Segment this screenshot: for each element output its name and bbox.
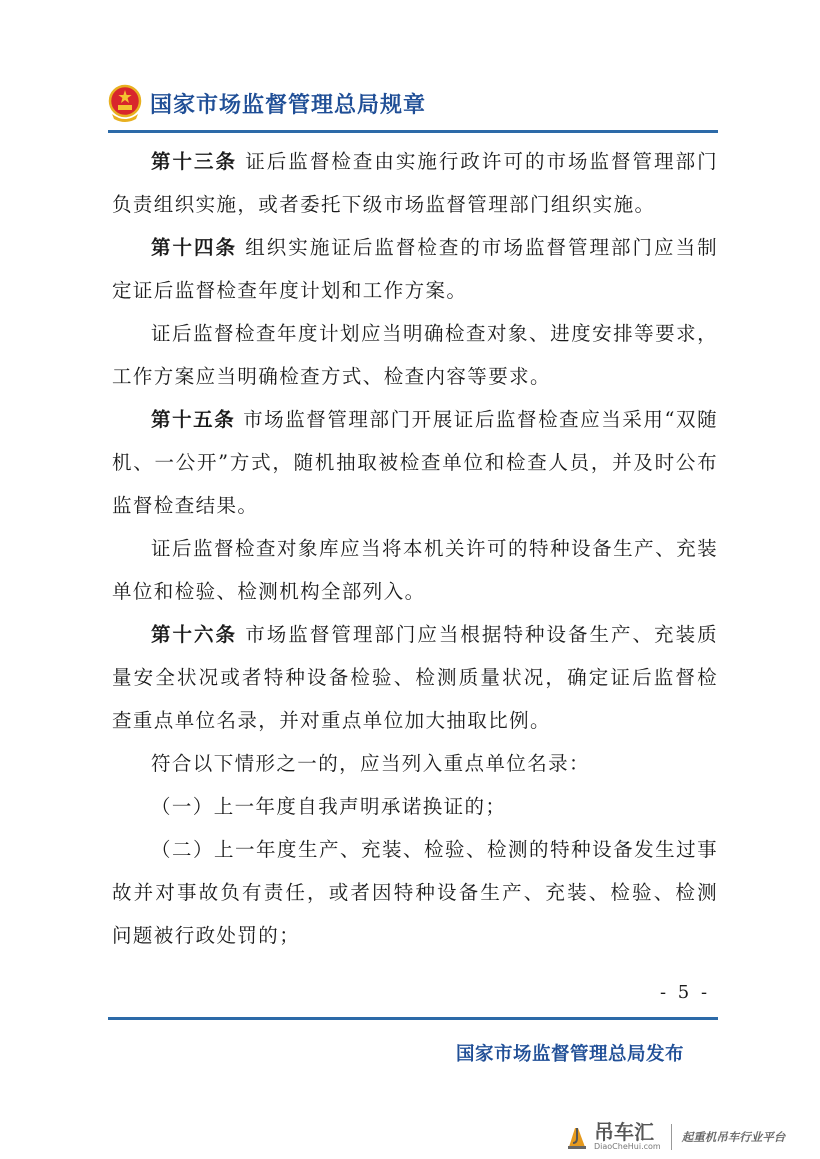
paragraph-text: 证后监督检查年度计划应当明确检查对象、进度安排等要求，工作方案应当明确检查方式、检查内容等要求。 <box>112 322 718 388</box>
paragraph <box>112 527 718 613</box>
list-item <box>112 785 718 828</box>
paragraph <box>112 312 718 398</box>
watermark-url: DiaoCheHui.com <box>594 1142 661 1151</box>
paragraph-text: 市场监督管理部门开展证后监督检查应当采用“双随机、一公开”方式，随机抽取被检查单位和检查人员，并及时公布监督检查结果。 <box>112 408 719 517</box>
watermark-separator <box>671 1124 672 1150</box>
article-number: 第十四条 <box>151 236 238 259</box>
list-item <box>112 828 718 957</box>
paragraph-text: 组织实施证后监督检查的市场监督管理部门应当制定证后监督检查年度计划和工作方案。 <box>112 236 718 302</box>
paragraph <box>112 226 718 312</box>
article-number: 第十三条 <box>151 150 238 173</box>
paragraph <box>112 140 718 226</box>
paragraph-text: 证后监督检查由实施行政许可的市场监督管理部门负责组织实施，或者委托下级市场监督管理部门组织实施。 <box>112 150 718 216</box>
paragraph-text: （一）上一年度自我声明承诺换证的； <box>151 795 507 818</box>
header-divider <box>108 130 718 133</box>
footer-publisher: 国家市场监督管理总局发布 <box>456 1044 685 1065</box>
national-emblem-icon <box>108 84 142 122</box>
watermark-name: 吊车汇 <box>594 1120 654 1144</box>
document-body <box>112 140 718 957</box>
paragraph <box>112 613 718 742</box>
article-number: 第十五条 <box>151 408 236 431</box>
page-number: - 5 - <box>660 982 711 1003</box>
article-number: 第十六条 <box>151 623 238 646</box>
footer-divider <box>108 1017 718 1020</box>
paragraph-text: （二）上一年度生产、充装、检验、检测的特种设备发生过事故并对事故负有责任，或者因特种设备生产、充装、检验、检测问题被行政处罚的； <box>112 838 718 947</box>
paragraph-text: 市场监督管理部门应当根据特种设备生产、充装质量安全状况或者特种设备检验、检测质量状况，确定证后监督检查重点单位名录，并对重点单位加大抽取比例。 <box>112 623 718 732</box>
paragraph-text: 证后监督检查对象库应当将本机关许可的特种设备生产、充装单位和检验、检测机构全部列入。 <box>112 537 718 603</box>
paragraph-text: 符合以下情形之一的，应当列入重点单位名录： <box>151 752 590 775</box>
watermark-brand <box>594 1122 661 1151</box>
watermark <box>566 1122 785 1151</box>
crane-hook-icon <box>566 1124 588 1150</box>
paragraph <box>112 398 718 527</box>
paragraph <box>112 742 718 785</box>
header-title: 国家市场监督管理总局规章 <box>150 92 427 118</box>
watermark-slogan: 起重机吊车行业平台 <box>681 1129 786 1144</box>
page-header <box>108 84 426 122</box>
